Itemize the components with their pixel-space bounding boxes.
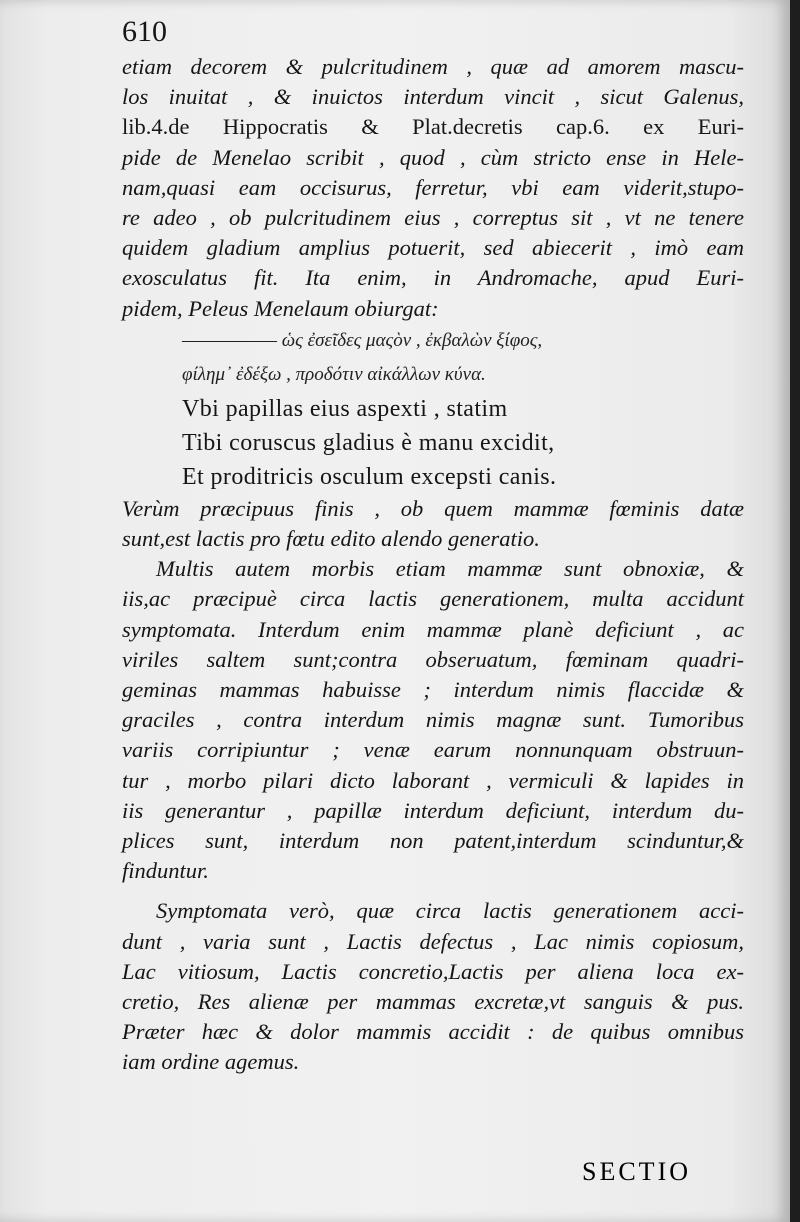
verse-line: Et proditricis osculum excepsti canis. [182, 463, 557, 490]
verse-line: Tibi coruscus gladius è manu excidit, [182, 429, 555, 456]
text-line: plices sunt, interdum non patent,interdum scinduntur,& [122, 828, 744, 854]
text-line: dunt , varia sunt , Lactis defectus , Lac nimis copiosum, [122, 928, 744, 954]
text-line: iam ordine agemus. [122, 1049, 300, 1075]
text-line: symptomata. Interdum enim mammæ planè deficiunt , ac [122, 616, 744, 642]
text-line-roman: lib.4.de Hippocratis & Plat.decretis cap.6. ex Euri- [122, 114, 744, 140]
verse-line: Vbi papillas eius aspexti , statim [182, 395, 508, 422]
text-line: iis,ac præcipuè circa lactis generationem, multa accidunt [122, 586, 744, 612]
text-line: los inuitat , & inuictos interdum vincit , sicut Galenus, [122, 84, 744, 110]
text-line: iis generantur , papillæ interdum deficiunt, interdum du- [122, 797, 744, 823]
catchword: SECTIO [582, 1157, 691, 1186]
text-line: pide de Menelao scribit , quod , cùm stricto ense in Hele- [122, 144, 744, 170]
text-line: nam,quasi eam occisurus, ferretur, vbi eam viderit,stupo- [122, 174, 744, 200]
text-line: viriles saltem sunt;contra obseruatum, fœminam quadri- [122, 646, 744, 672]
text-line: Præter hæc & dolor mammis accidit : de quibus omnibus [122, 1019, 744, 1045]
text-line: sunt,est lactis pro fœtu edito alendo generatio. [122, 526, 540, 552]
greek-quotation-line: φίλημ᾽ ἐδέξω , προδότιν αἰκάλλων κύνα. [182, 363, 486, 385]
text-line: Symptomata verò, quæ circa lactis generationem acci- [156, 898, 744, 924]
text-line: Lac vitiosum, Lactis concretio,Lactis per aliena loca ex- [122, 958, 744, 984]
text-line: geminas mammas habuisse ; interdum nimis flaccidæ & [122, 677, 744, 703]
text-line: quidem gladium amplius potuerit, sed abiecerit , imò eam [122, 235, 744, 261]
text-line: exosculatus fit. Ita enim, in Andromache, apud Euri- [122, 265, 744, 291]
text-line: tur , morbo pilari dicto laborant , vermiculi & lapides in [122, 767, 744, 793]
text-line: pidem, Peleus Menelaum obiurgat: [122, 295, 439, 321]
text-line: graciles , contra interdum nimis magnæ sunt. Tumoribus [122, 707, 744, 733]
text-line: Multis autem morbis etiam mammæ sunt obnoxiæ, & [156, 556, 744, 582]
page-edge [790, 0, 800, 1222]
text-line: etiam decorem & pulcritudinem , quæ ad amorem mascu- [122, 54, 744, 79]
text-line: cretio, Res alienæ per mammas excretæ,vt sanguis & pus. [122, 989, 744, 1015]
text-line: Verùm præcipuus finis , ob quem mammæ fœminis datæ [122, 495, 744, 521]
text-line: finduntur. [122, 858, 209, 884]
text-line: re adeo , ob pulcritudinem eius , correptus sit , vt ne tenere [122, 205, 744, 231]
page-text [122, 14, 744, 1078]
text-line: variis corripiuntur ; venæ earum nonnunquam obstruun- [122, 737, 744, 763]
greek-quotation-line: ――――― ὡς ἐσεῖδες μαςὸν , ἐκβαλὼν ξίφος, [182, 329, 543, 351]
page-number: 610 [122, 15, 167, 48]
